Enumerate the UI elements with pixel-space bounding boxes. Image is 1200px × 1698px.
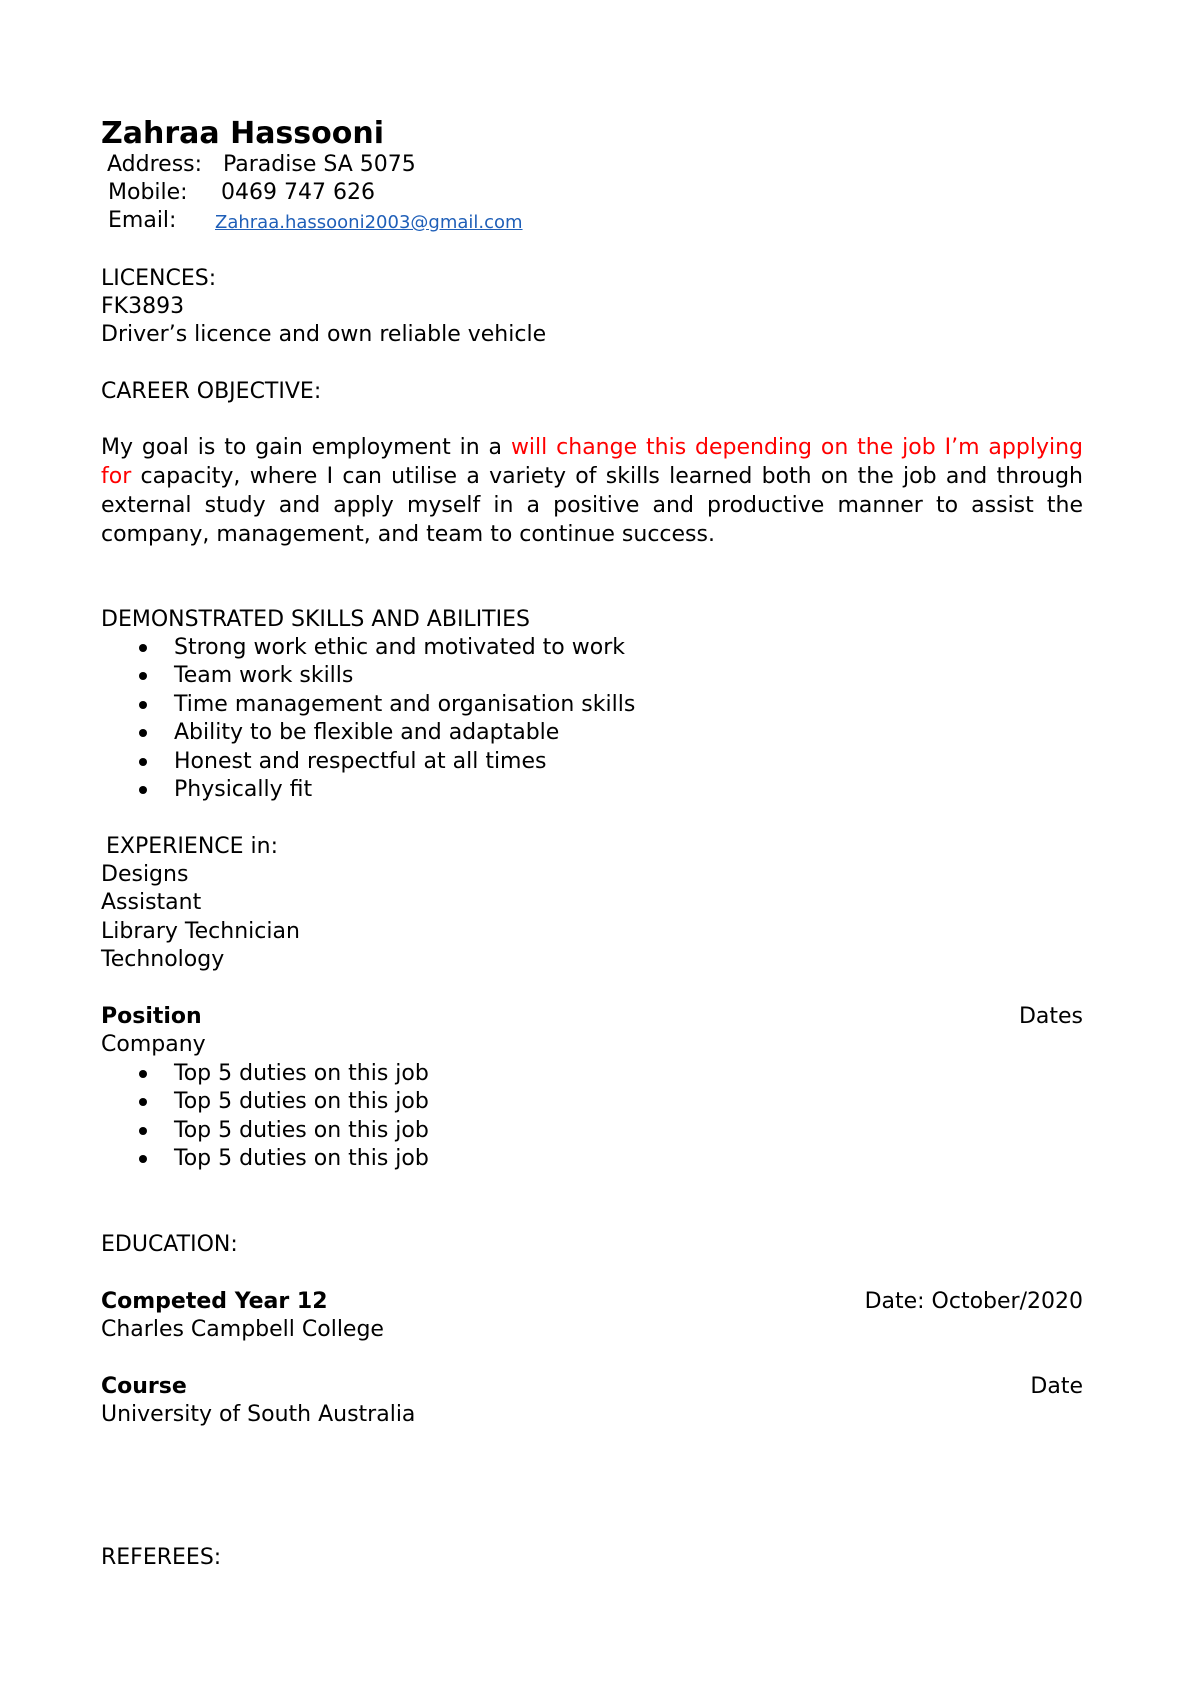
resume-page	[101, 0, 1083, 1698]
email-link[interactable]: Zahraa.hassooni2003@gmail.com	[215, 212, 523, 233]
skills-heading: DEMONSTRATED SKILLS AND ABILITIES	[101, 607, 530, 632]
bullet-icon	[139, 644, 147, 652]
position-dates: Dates	[1018, 1004, 1083, 1029]
experience-item: Designs	[101, 862, 189, 887]
email-label: Email:	[108, 208, 177, 233]
address-row	[101, 151, 701, 179]
list-item: Physically fit	[101, 776, 635, 804]
experience-heading: EXPERIENCE in:	[106, 834, 278, 859]
objective-placeholder-text: will change this depending on the job I’m applying for	[101, 435, 1083, 489]
list-item: Ability to be flexible and adaptable	[101, 719, 635, 747]
objective-paragraph	[101, 433, 1083, 549]
list-item: Top 5 duties on this job	[101, 1060, 429, 1088]
address-label: Address:	[107, 152, 203, 177]
skills-list	[101, 634, 635, 804]
education-heading: EDUCATION:	[101, 1232, 238, 1257]
list-item: Team work skills	[101, 662, 635, 690]
bullet-icon	[139, 1098, 147, 1106]
bullet-icon	[139, 1127, 147, 1135]
list-item: Top 5 duties on this job	[101, 1088, 429, 1116]
objective-text-before: My goal is to gain employment in a	[101, 435, 511, 460]
education-institution: University of South Australia	[101, 1402, 416, 1427]
list-item: Strong work ethic and motivated to work	[101, 634, 635, 662]
bullet-icon	[139, 758, 147, 766]
education-date: Date: October/2020	[864, 1289, 1083, 1314]
licence-item: FK3893	[101, 294, 185, 319]
licences-heading: LICENCES:	[101, 266, 217, 291]
bullet-icon	[139, 729, 147, 737]
list-item: Top 5 duties on this job	[101, 1145, 429, 1173]
referees-heading: REFEREES:	[101, 1545, 222, 1570]
address-value: Paradise SA 5075	[223, 152, 416, 177]
bullet-icon	[139, 1155, 147, 1163]
education-title: Competed Year 12	[101, 1289, 328, 1314]
objective-heading: CAREER OBJECTIVE:	[101, 379, 322, 404]
experience-item: Library Technician	[101, 919, 300, 944]
education-title: Course	[101, 1374, 187, 1399]
experience-item: Assistant	[101, 890, 202, 915]
experience-item: Technology	[101, 947, 225, 972]
mobile-label: Mobile:	[108, 180, 188, 205]
education-institution: Charles Campbell College	[101, 1317, 384, 1342]
mobile-value: 0469 747 626	[221, 180, 375, 205]
candidate-name: Zahraa Hassooni	[101, 116, 385, 151]
mobile-row	[101, 179, 701, 207]
bullet-icon	[139, 786, 147, 794]
list-item: Time management and organisation skills	[101, 691, 635, 719]
email-row	[101, 207, 701, 235]
objective-text-after: capacity, where I can utilise a variety of skills learned both on the job and through external study and apply myself in a positive and productive manner to assist the company, management, and team to continue success.	[101, 464, 1083, 547]
education-date: Date	[1030, 1374, 1083, 1399]
position-company: Company	[101, 1032, 206, 1057]
position-title: Position	[101, 1004, 202, 1029]
licence-item: Driver’s licence and own reliable vehicle	[101, 322, 547, 347]
bullet-icon	[139, 672, 147, 680]
bullet-icon	[139, 1070, 147, 1078]
list-item: Top 5 duties on this job	[101, 1117, 429, 1145]
list-item: Honest and respectful at all times	[101, 748, 635, 776]
bullet-icon	[139, 701, 147, 709]
duties-list	[101, 1060, 429, 1174]
